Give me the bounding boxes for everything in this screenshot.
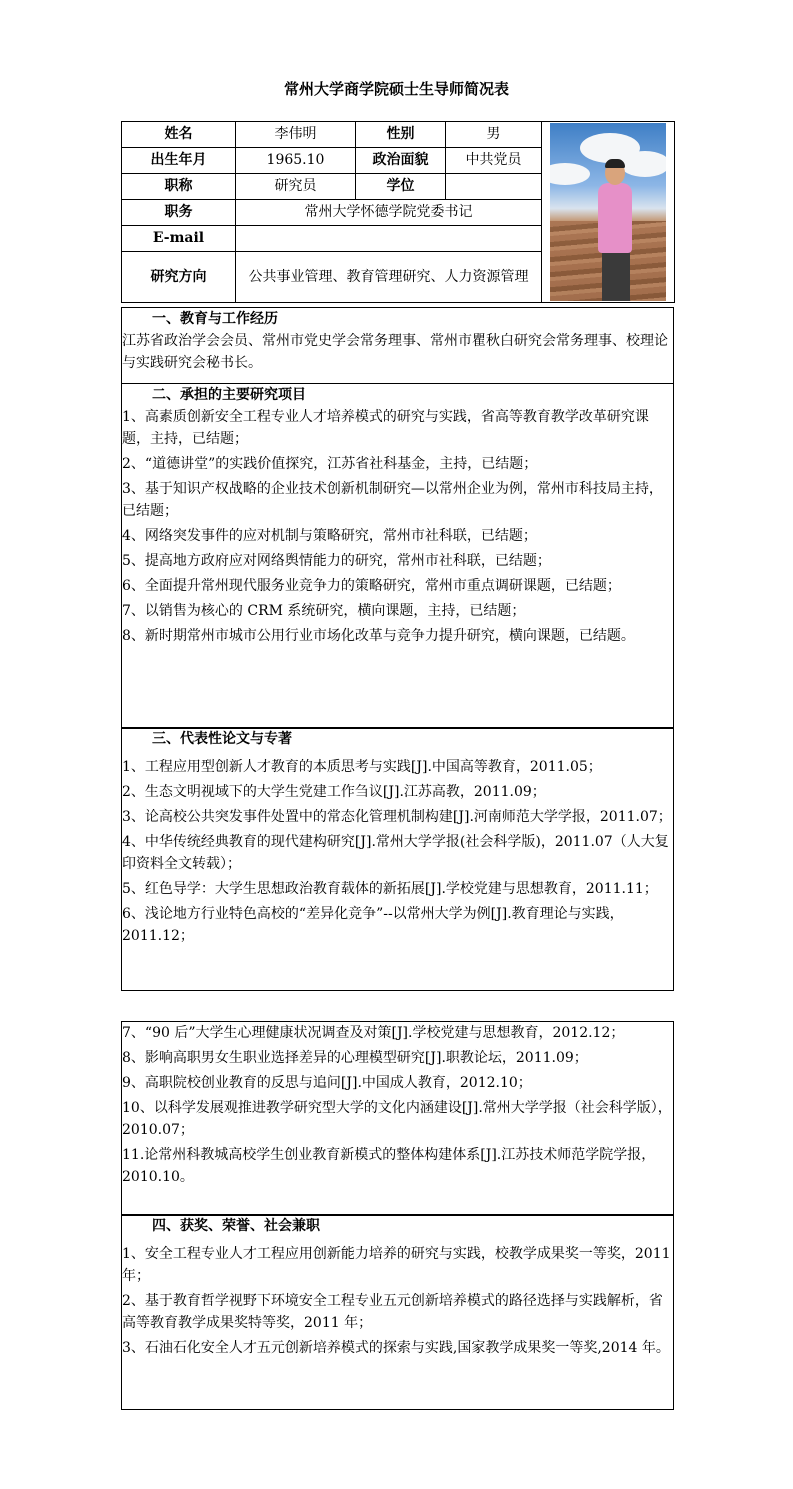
section-line: 3、石油石化安全人才五元创新培养模式的探索与实践,国家教学成果奖一等奖,2014 年。 (122, 1340, 670, 1356)
section-line: 10、以科学发展观推进教学研究型大学的文化内涵建设[J].常州大学学报（社会科学版），2010.07； (122, 1100, 672, 1138)
section-line: 2、生态文明视域下的大学生党建工作刍议[J].江苏高教，2011.09； (122, 784, 546, 800)
section-line: 7、以销售为核心的 CRM 系统研究，横向课题，主持，已结题； (122, 603, 526, 619)
section-line: 4、网络突发事件的应对机制与策略研究，常州市社科联，已结题； (122, 528, 537, 544)
section-line: 2、基于教育哲学视野下环境安全工程专业五元创新培养模式的路径选择与实践解析，省高等教育教学成果奖特等奖，2011 年； (122, 1293, 663, 1331)
section-line: 1、高素质创新安全工程专业人才培养模式的研究与实践，省高等教育教学改革研究课题，主持，已结题； (122, 409, 649, 447)
political-label: 政治面貌 (356, 148, 446, 174)
political-value: 中共党员 (446, 148, 542, 174)
email-label: E-mail (122, 226, 236, 252)
job-title-value: 研究员 (236, 174, 356, 200)
section-line: 1、工程应用型创新人才教育的本质思考与实践[J].中国高等教育，2011.05； (122, 759, 602, 775)
section-line: 11.论常州科教城高校学生创业教育新模式的整体构建体系[J].江苏技术师范学院学报，2010.10。 (122, 1147, 656, 1185)
section-heading: 一、教育与工作经历 (152, 311, 278, 327)
section-awards (121, 1214, 674, 1410)
info-table (121, 121, 675, 303)
section-heading: 三、代表性论文与专著 (152, 731, 292, 747)
section-line: 3、论高校公共突发事件处置中的常态化管理机制构建[J].河南师范大学学报，2011.07； (122, 809, 672, 825)
section-line: 7、“90 后”大学生心理健康状况调查及对策[J].学校党建与思想教育，2012.12； (122, 1025, 625, 1041)
section-line: 江苏省政治学会会员、常州市党史学会常务理事、常州市瞿秋白研究会常务理事、校理论与实践研究会秘书长。 (122, 333, 668, 371)
section-line: 5、提高地方政府应对网络舆情能力的研究，常州市社科联，已结题； (122, 553, 551, 569)
degree-label: 学位 (356, 174, 446, 200)
birth-label: 出生年月 (122, 148, 236, 174)
section-line: 5、红色导学：大学生思想政治教育载体的新拓展[J].学校党建与思想教育，2011.11； (122, 881, 658, 897)
section-line: 2、“道德讲堂”的实践价值探究，江苏省社科基金，主持，已结题； (122, 456, 538, 472)
section-heading: 四、获奖、荣誉、社会兼职 (152, 1218, 320, 1234)
section-line: 6、浅论地方行业特色高校的“差异化竞争”--以常州大学为例[J].教育理论与实践，2011.12； (122, 906, 624, 944)
portrait-photo (550, 123, 666, 301)
email-value (236, 226, 542, 252)
birth-value: 1965.10 (236, 148, 356, 174)
research-value: 公共事业管理、教育管理研究、人力资源管理 (236, 252, 542, 303)
section-education (121, 307, 674, 384)
position-label: 职务 (122, 200, 236, 226)
section-line: 3、基于知识产权战略的企业技术创新机制研究—以常州企业为例，常州市科技局主持，已结题； (122, 481, 663, 519)
gender-value: 男 (446, 122, 542, 148)
section-line: 4、中华传统经典教育的现代建构研究[J].常州大学学报(社会科学版)，2011.07（人大复印资料全文转载）； (122, 834, 669, 872)
research-label: 研究方向 (122, 252, 236, 303)
photo-cell (542, 122, 675, 303)
name-value: 李伟明 (236, 122, 356, 148)
section-heading: 二、承担的主要研究项目 (152, 387, 306, 403)
section-line: 8、影响高职男女生职业选择差异的心理模型研究[J].职教论坛，2011.09； (122, 1050, 588, 1066)
section-line: 9、高职院校创业教育的反思与追问[J].中国成人教育，2012.10； (122, 1075, 532, 1091)
position-value: 常州大学怀德学院党委书记 (236, 200, 542, 226)
section-line: 8、新时期常州市城市公用行业市场化改革与竞争力提升研究，横向课题，已结题。 (122, 628, 635, 644)
degree-value (446, 174, 542, 200)
section-papers-continued (121, 1021, 674, 1216)
page-title: 常州大学商学院硕士生导师简况表 (283, 80, 509, 98)
gender-label: 性别 (356, 122, 446, 148)
section-line: 1、安全工程专业人才工程应用创新能力培养的研究与实践，校教学成果奖一等奖，2011 年； (122, 1246, 671, 1284)
section-projects (121, 383, 674, 729)
section-line: 6、全面提升常州现代服务业竞争力的策略研究，常州市重点调研课题，已结题； (122, 578, 621, 594)
section-papers (121, 727, 674, 991)
job-title-label: 职称 (122, 174, 236, 200)
name-label: 姓名 (122, 122, 236, 148)
